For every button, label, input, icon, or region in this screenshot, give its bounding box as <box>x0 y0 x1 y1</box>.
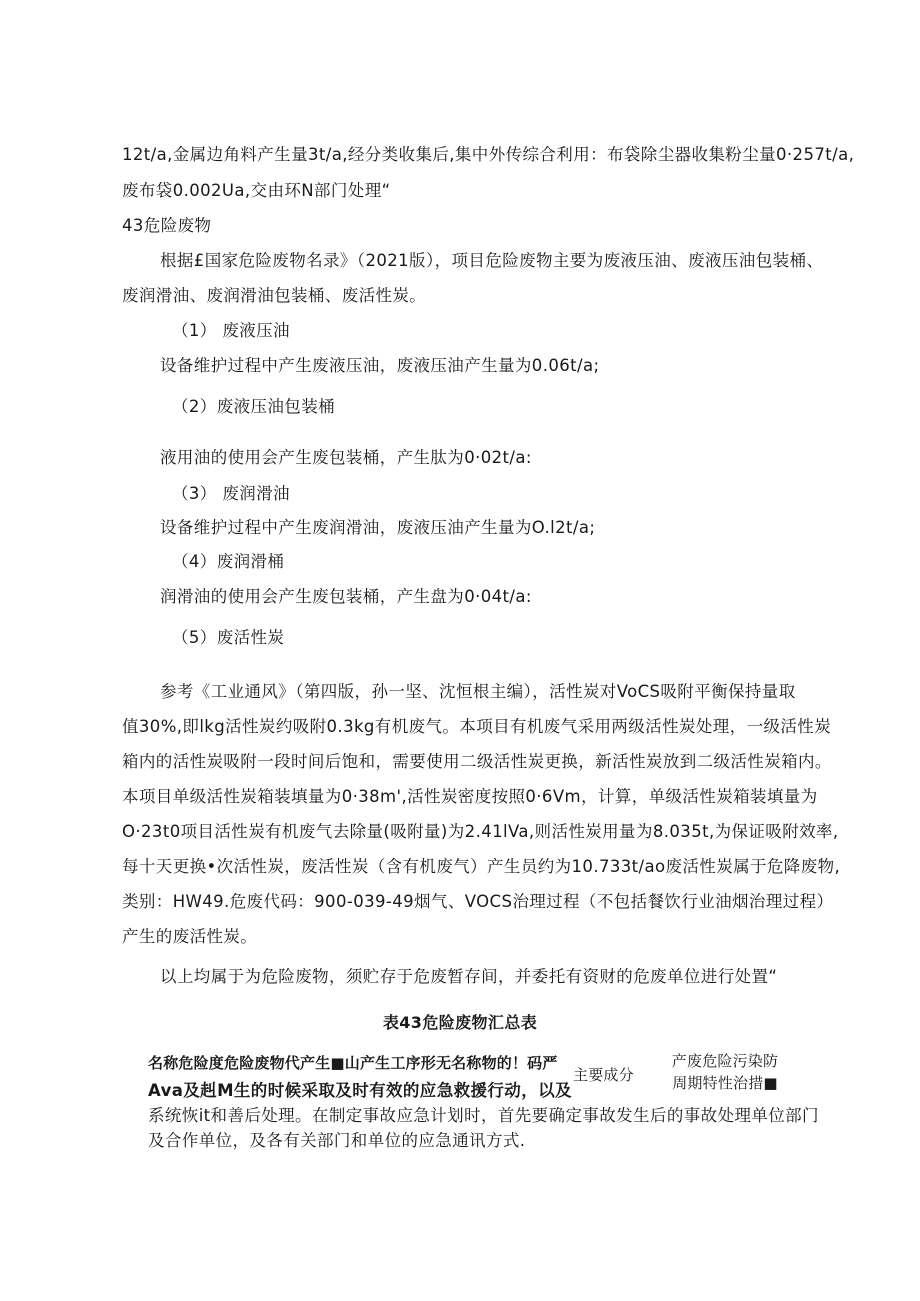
text-line: 润滑油的使用会产生废包装桶，产生盘为0·04t/a: <box>160 587 532 606</box>
table-header-right: 周期特性治措■ <box>672 1074 778 1092</box>
text-line: 值30%,即lkg活性炭约吸附0.3kg有机废气。本项目有机废气采用两级活性炭处理，一级活性炭 <box>122 717 832 736</box>
text-line <box>148 1080 572 1102</box>
list-heading: （2）废液压油包装桶 <box>172 397 335 416</box>
text-line: 废布袋0.002Ua,交由环N部门处理“ <box>122 181 391 200</box>
text-line: 本项目单级活性炭箱装填量为0·38m',活性炭密度按照0·6Vm，计算，单级活性炭箱装填量为 <box>122 787 818 806</box>
text-line: 设备维护过程中产生废润滑油，废液压油产生量为O.l2t/a; <box>160 518 596 537</box>
text-run: Ava及赳M生的时候采取及时有效的应急救援行动，以及 <box>148 1081 572 1100</box>
list-heading: （5）废活性炭 <box>172 628 285 647</box>
text-line: 以上均属于为危险废物，须贮存于危废暂存间，并委托有资财的危废单位进行处置“ <box>160 967 778 986</box>
list-heading: （4）废润滑桶 <box>172 552 285 571</box>
text-line: 及合作单位，及各有关部门和单位的应急通讯方式. <box>148 1131 526 1150</box>
list-heading: （1） 废液压油 <box>172 321 290 340</box>
text-line: 液用油的使用会产生废包装桶，产生肽为0·02t/a: <box>160 448 532 467</box>
text-line: 类别：HW49.危废代码：900-039-49烟气、VOCS治理过程（不包括餐饮行业油烟治理过程） <box>122 892 834 911</box>
text-line: 设备维护过程中产生废液压油，废液压油产生量为0.06t/a; <box>160 356 600 375</box>
text-line: 每十天更换•次活性炭，废活性炭（含有机废气）产生员约为10.733t/ao废活性炭属于危降废物, <box>122 857 841 876</box>
list-heading: （3） 废润滑油 <box>172 484 290 503</box>
section-heading: 43危险废物 <box>122 216 212 235</box>
text-line: 根据£国家危险废物名录》（2021版），项目危险废物主要为废液压油、废液压油包装桶、 <box>160 251 824 270</box>
text-line: 废润滑油、废润滑油包装桶、废活性炭。 <box>122 286 427 305</box>
text-line: 参考《工业通风》（第四版，孙一坚、沈恒根主编），活性炭对VoCS吸附平衡保持量取 <box>160 682 796 701</box>
table-header-left: 名称危险度危险废物代产生■山产生工序形无名称物的！码严 <box>148 1054 558 1072</box>
text-line: 箱内的活性炭吸附一段时间后饱和，需要使用二级活性炭更换，新活性炭放到二级活性炭箱内。 <box>122 752 832 771</box>
table-header-right: 产废危险污染防 <box>671 1052 779 1070</box>
text-line: 系统恢it和善后处理。在制定事故应急计划时，首先要确定事故发生后的事故处理单位部门 <box>148 1106 819 1125</box>
table-header-mid: 主要成分 <box>573 1066 634 1084</box>
text-line: 12t/a,金属边角料产生量3t/a,经分类收集后,集中外传综合利用：布袋除尘器收集粉尘量0·257t/a, <box>122 145 855 164</box>
table-title: 表43危险废物汇总表 <box>382 1013 538 1032</box>
text-line: 产生的废活性炭。 <box>122 927 258 946</box>
text-line: O·23t0项目活性炭有机废气去除量(吸附量)为2.41lVa,则活性炭用量为8.035t,为保证吸附效率, <box>122 822 839 841</box>
